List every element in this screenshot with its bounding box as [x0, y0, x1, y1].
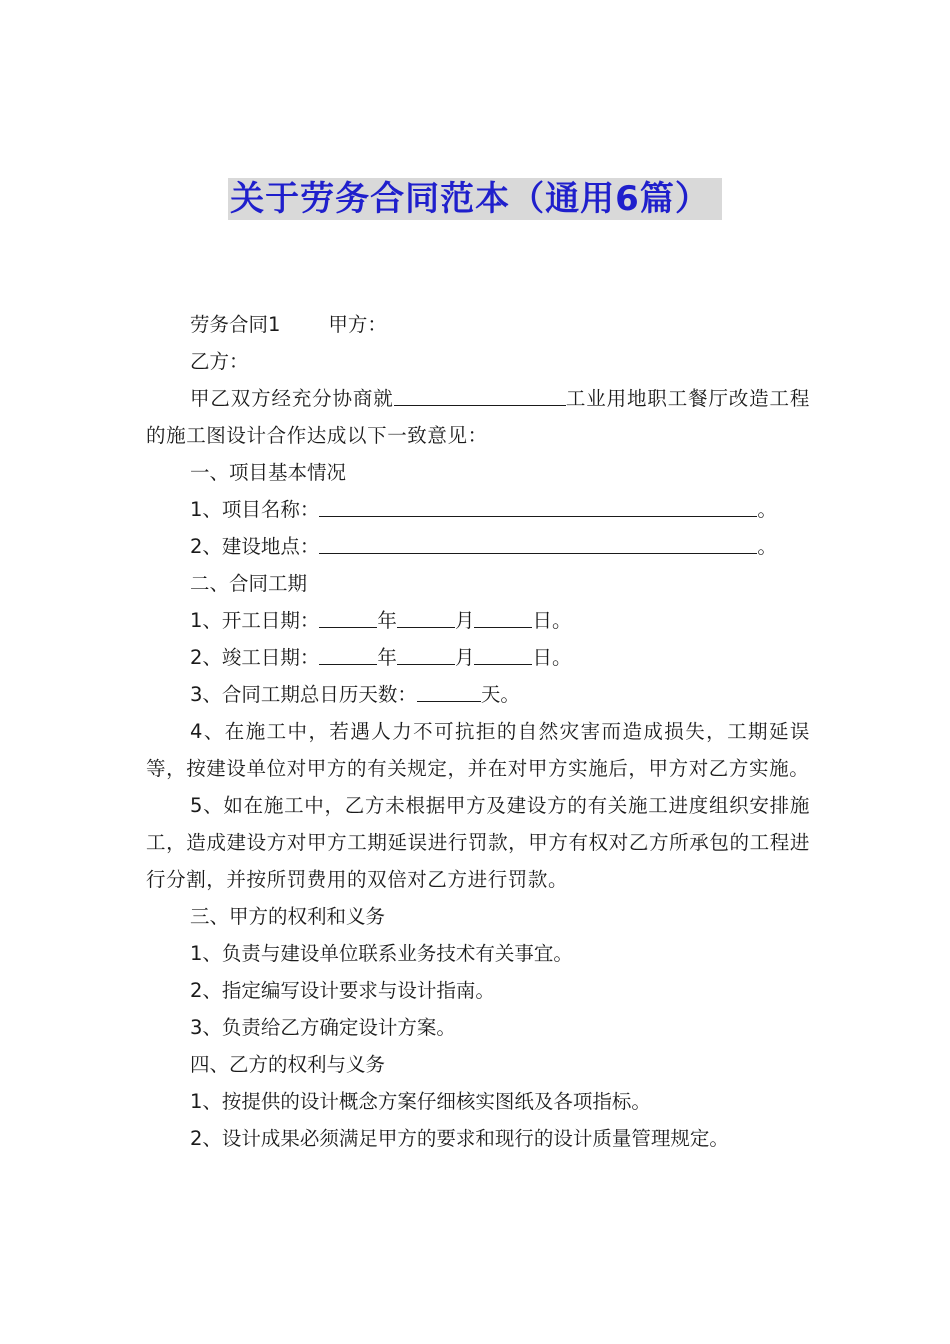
completion-date-line: 2、竣工日期： 年 月 日。 [190, 646, 572, 669]
list-item: 2、指定编写设计要求与设计指南。 [190, 979, 495, 1002]
project-location-line: 2、建设地点： 。 [190, 535, 777, 558]
section-4-heading: 四、乙方的权利与义务 [190, 1053, 386, 1076]
blank [474, 609, 532, 628]
list-item: 1、按提供的设计概念方案仔细核实图纸及各项指标。 [190, 1090, 651, 1113]
intro-paragraph: 甲乙双方经充分协商就 工业用地职工餐厅改造工程的施工图设计合作达成以下一致意见： [146, 387, 810, 447]
title-block [0, 178, 950, 220]
list-item: 3、负责给乙方确定设计方案。 [190, 1016, 456, 1039]
total-days-line: 3、合同工期总日历天数： 天。 [190, 683, 520, 706]
section-3-heading: 三、甲方的权利和义务 [190, 905, 386, 928]
project-name-line: 1、项目名称： 。 [190, 498, 777, 521]
blank [319, 646, 377, 665]
project-blank [394, 387, 566, 406]
start-date-line: 1、开工日期： 年 月 日。 [190, 609, 572, 632]
party-b-label: 乙方： [190, 350, 249, 373]
document-title: 关于劳务合同范本（通用6篇） [228, 178, 722, 220]
contract-label: 劳务合同1 [190, 313, 281, 336]
force-majeure-clause: 4、在施工中，若遇人力不可抗拒的自然灾害而造成损失，工期延误等，按建设单位对甲方的有关规定，并在对甲方实施后，甲方对乙方实施。 [146, 720, 810, 780]
blank [417, 683, 481, 702]
section-1-heading: 一、项目基本情况 [190, 461, 347, 484]
project-location-blank [319, 535, 757, 554]
blank [397, 646, 455, 665]
blank [474, 646, 532, 665]
contract-header-line [146, 306, 810, 343]
delay-penalty-clause: 5、如在施工中，乙方未根据甲方及建设方的有关施工进度组织安排施工，造成建设方对甲方工期延误进行罚款，甲方有权对乙方所承包的工程进行分割，并按所罚费用的双倍对乙方进行罚款。 [146, 794, 810, 891]
project-name-blank [319, 498, 757, 517]
blank [397, 609, 455, 628]
document-body [146, 306, 810, 1157]
section-2-heading: 二、合同工期 [190, 572, 308, 595]
list-item: 1、负责与建设单位联系业务技术有关事宜。 [190, 942, 573, 965]
list-item: 2、设计成果必须满足甲方的要求和现行的设计质量管理规定。 [190, 1127, 729, 1150]
blank [319, 609, 377, 628]
party-a-label: 甲方： [328, 313, 387, 336]
